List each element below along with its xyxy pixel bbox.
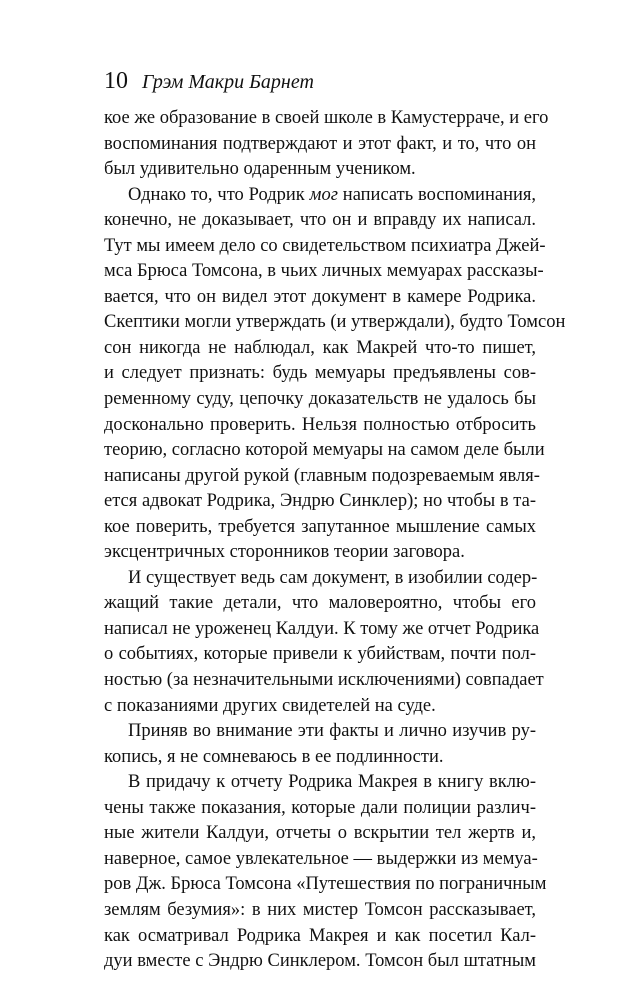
page-header [104,68,314,100]
body-text [104,106,566,975]
text-line: жащий такие детали, что маловероятно, чтобы его [104,593,536,614]
italic-word: мог [309,184,338,205]
text-line: мса Брюса Томсона, в чьих личных мемуарах рассказы- [104,261,544,282]
text-line-start: Однако то, что Родрик [128,184,310,205]
text-line: Тут мы имеем дело со свидетельством психиатра Джей- [104,235,546,256]
text-line: с показаниями других свидетелей на суде. [104,695,436,716]
text-line: и следует признать: будь мемуары предъявлены сов- [104,363,536,384]
text-line: ременному суду, цепочку доказательств не удалось бы [104,389,536,410]
text-line: ров Дж. Брюса Томсона «Путешествия по пограничным [104,874,547,895]
text-line: кое же образование в своей школе в Камустерраче, и его [104,108,549,128]
text-line: землям безумия»: в них мистер Томсон рассказывает, [104,899,536,920]
text-line: досконально проверить. Нельзя полностью отбросить [104,414,536,435]
text-line: о событиях, которые привели к убийствам, почти пол- [104,644,536,665]
text-line: теорию, согласно которой мемуары на самом деле были [104,440,545,461]
text-line: копись, я не сомневаюсь в ее подлинности. [104,746,444,767]
text-line: написал не уроженец Калдуи. К тому же отчет Родрика [104,618,540,639]
text-line: И существует ведь сам документ, в изобилии содер- [128,567,538,588]
text-line: Скептики могли утверждать (и утверждали), будто Томсон [104,312,566,333]
text-line: кое поверить, требуется запутанное мышление самых [104,516,536,537]
text-line: наверное, самое увлекательное — выдержки из мемуа- [104,848,538,869]
text-line: чены также показания, которые дали полиции различ- [104,797,536,818]
text-line: конечно, не доказывает, что он и вправду их написал. [104,210,536,231]
text-line: воспоминания подтверждают и этот факт, и то, что он [104,133,536,154]
text-line: был удивительно одаренным учеником. [104,159,416,180]
text-line: Приняв во внимание эти факты и лично изучив ру- [128,721,536,742]
text-line-end: написать воспоминания, [337,184,537,205]
text-line: вается, что он видел этот документ в камере Родрика. [104,286,536,307]
text-line: В придачу к отчету Родрика Макрея в книгу вклю- [128,772,536,793]
text-line: ностью (за незначительными исключениями) совпадает [104,670,544,691]
text-line: дуи вместе с Эндрю Синклером. Томсон был штатным [104,951,536,972]
page-number: 10 [104,68,128,94]
text-line: написаны другой рукой (главным подозреваемым явля- [104,465,540,486]
text-line: как осматривал Родрика Макрея и как посетил Кал- [104,925,536,946]
text-line: ные жители Калдуи, отчеты о вскрытии тел жертв и, [104,823,536,844]
text-line [104,183,536,209]
text-line: ется адвокат Родрика, Эндрю Синклер); но чтобы в та- [104,491,536,512]
text-line: сон никогда не наблюдал, как Макрей что-то пишет, [104,337,536,358]
text-line: эксцентричных сторонников теории заговора. [104,542,465,563]
running-head: Грэм Макри Барнет [142,71,314,93]
